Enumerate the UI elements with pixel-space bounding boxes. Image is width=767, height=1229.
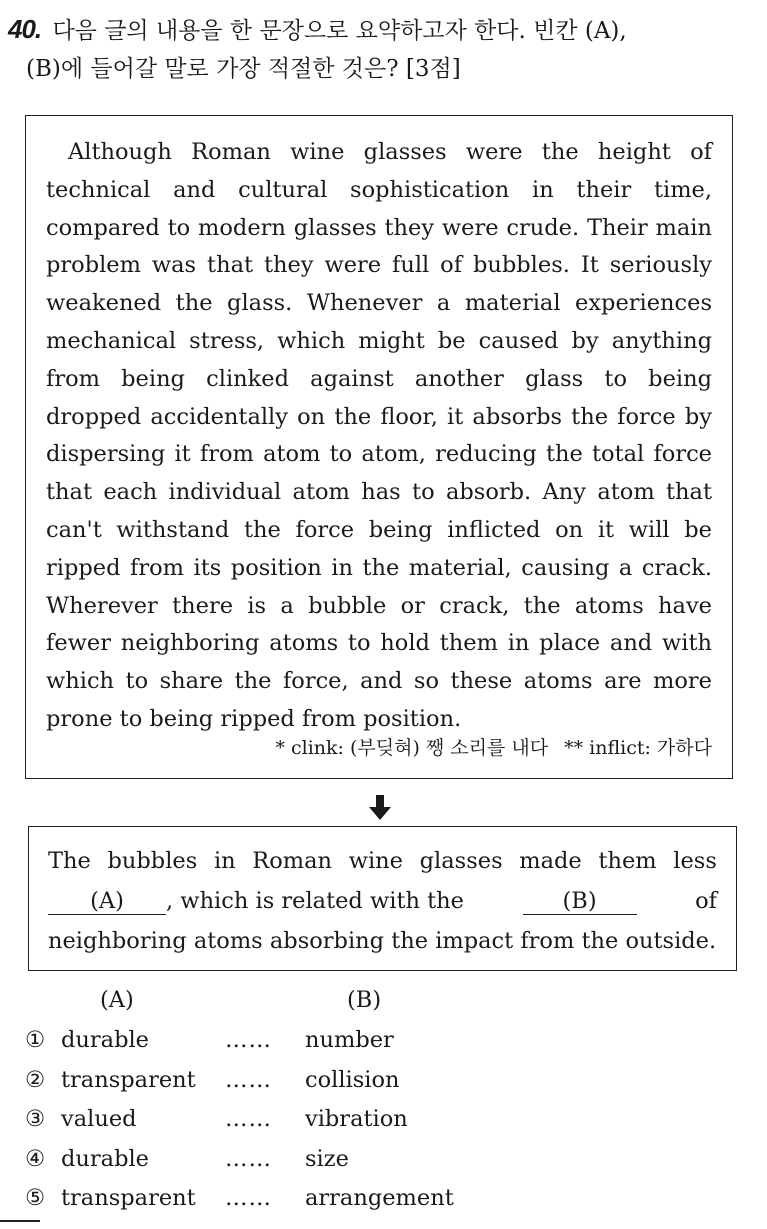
option-dots: …… <box>225 1066 272 1093</box>
option-b-word: vibration <box>305 1106 408 1132</box>
option-number: ⑤ <box>25 1185 46 1211</box>
footnote-inflict: ** inflict: 가하다 <box>564 737 712 759</box>
option-number: ② <box>25 1066 46 1093</box>
answer-option[interactable] <box>25 1181 725 1221</box>
summary-line-1 <box>48 841 717 881</box>
question-header <box>8 10 758 88</box>
blank-a: (A) <box>48 888 166 915</box>
question-prompt-line-2: (B)에 들어갈 말로 가장 적절한 것은? [3점] <box>26 56 461 82</box>
summary-box <box>28 826 737 971</box>
blank-b: (B) <box>523 888 637 915</box>
options-list <box>25 1023 725 1221</box>
passage-box <box>25 115 733 779</box>
page-edge-mark <box>0 1220 40 1229</box>
option-a-word: durable <box>61 1145 149 1172</box>
option-dots: …… <box>225 1185 272 1211</box>
option-b-word: size <box>305 1145 349 1172</box>
footnotes <box>275 734 712 762</box>
question-number: 40. <box>8 14 42 44</box>
option-number: ① <box>25 1027 46 1053</box>
option-b-word: arrangement <box>305 1185 454 1211</box>
option-a-word: durable <box>61 1027 149 1053</box>
option-number: ③ <box>25 1106 46 1132</box>
question-line-1 <box>8 10 758 50</box>
option-a-word: transparent <box>61 1185 196 1211</box>
option-a-word: transparent <box>61 1066 196 1093</box>
options-header <box>25 985 725 1023</box>
options-header-b: (B) <box>347 987 382 1013</box>
footnote-clink: * clink: (부딪혀) 쨍 소리를 내다 <box>275 737 549 759</box>
answer-options <box>25 985 725 1221</box>
passage-text: Although Roman wine glasses were the height of technical and cultural sophistication in their time, compared to modern glasses they were crude. Their main problem was that they were full of bubbles. It seriously weakened the glass. Whenever a material experiences mechanical stress, which might be caused by anything from being clinked against another glass to being dropped accidentally on the floor, it absorbs the force by dispersing it from atom to atom, reducing the total force that each individual atom has to absorb. Any atom that can't withstand the force being inflicted on it will be ripped from its position in the material, causing a crack. Wherever there is a bubble or crack, the atoms have fewer neighboring atoms to hold them in place and with which to share the force, and so these atoms are more prone to being ripped from position. <box>46 139 712 732</box>
summary-text-2: , which is related with the <box>166 888 464 914</box>
answer-option[interactable] <box>25 1063 725 1103</box>
summary-line-2 <box>48 881 717 921</box>
option-dots: …… <box>225 1106 272 1132</box>
option-dots: …… <box>225 1027 272 1053</box>
answer-option[interactable] <box>25 1023 725 1063</box>
options-header-a: (A) <box>100 987 134 1013</box>
answer-option[interactable] <box>25 1142 725 1182</box>
option-a-word: valued <box>61 1106 137 1132</box>
down-arrow-icon <box>366 793 394 823</box>
answer-option[interactable] <box>25 1102 725 1142</box>
option-b-word: collision <box>305 1066 400 1093</box>
option-number: ④ <box>25 1145 46 1172</box>
summary-text-1: The bubbles in Roman wine glasses made them less <box>48 848 717 874</box>
summary-line-3: neighboring atoms absorbing the impact from the outside. <box>48 928 717 954</box>
summary-text-3: of <box>695 888 717 914</box>
option-dots: …… <box>225 1145 272 1172</box>
option-b-word: number <box>305 1027 394 1053</box>
question-prompt-line-1: 다음 글의 내용을 한 문장으로 요약하고자 한다. 빈칸 (A), <box>52 18 627 44</box>
